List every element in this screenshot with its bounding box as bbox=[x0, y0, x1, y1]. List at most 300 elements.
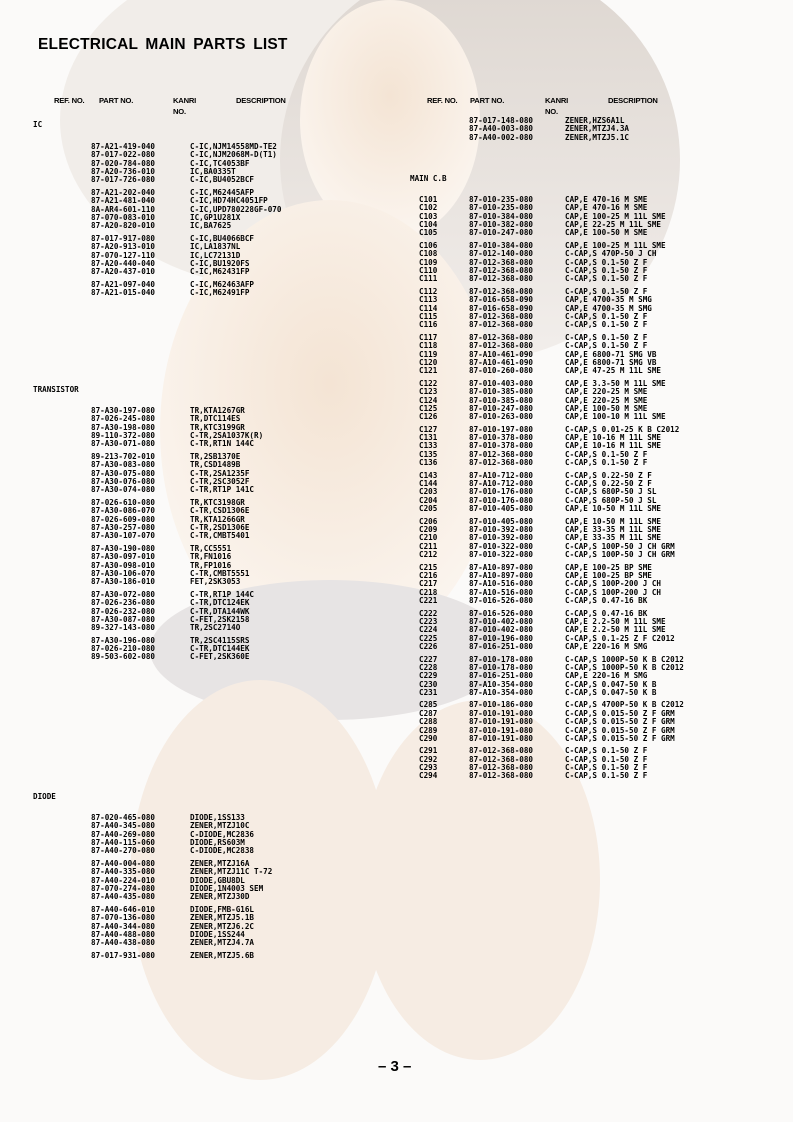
part-description: C-IC,NJM2068M-D(T1) bbox=[190, 150, 277, 160]
ref-number: C230 bbox=[419, 679, 438, 689]
part-description: CAP,E 10-50 M 11L SME bbox=[565, 504, 662, 514]
ref-number: C290 bbox=[419, 733, 438, 743]
part-number: 87-012-368-080 bbox=[469, 274, 534, 284]
main-row bbox=[0, 687, 793, 698]
part-number: 87-A30-107-070 bbox=[91, 531, 156, 541]
part-description: C-TR,RT1N 144C bbox=[190, 439, 255, 449]
part-description: C-TR,RT1P 141C bbox=[190, 485, 255, 495]
part-number: 87-010-392-080 bbox=[469, 525, 534, 534]
part-description: CAP,E 100-25 M 11L SME bbox=[565, 240, 666, 250]
part-number: 87-010-235-080 bbox=[469, 195, 534, 204]
diode-row bbox=[0, 845, 793, 856]
part-number: 87-A10-461-090 bbox=[469, 357, 534, 367]
part-number: 87-020-784-080 bbox=[91, 158, 156, 168]
ref-number: C218 bbox=[419, 587, 438, 597]
part-description: C-CAP,S 0.1-50 Z F bbox=[565, 746, 648, 756]
part-description: CAP,E 470-16 M SME bbox=[565, 195, 648, 204]
ref-number: C114 bbox=[419, 303, 438, 313]
part-description: C-CAP,S 0.22-50 Z F bbox=[565, 470, 652, 480]
section-ic: IC bbox=[33, 120, 43, 129]
ref-number: C231 bbox=[419, 687, 438, 697]
part-description: C-DIODE,MC2836 bbox=[190, 829, 255, 839]
part-description: C-CAP,S 0.1-50 Z F bbox=[565, 320, 648, 330]
part-description: TR,2SC4115SRS bbox=[190, 635, 250, 645]
ref-number: C127 bbox=[419, 424, 438, 434]
part-number: 87-A40-345-080 bbox=[91, 821, 156, 831]
part-description: ZENER,MTZJ4.7A bbox=[190, 938, 255, 948]
ref-number: C104 bbox=[419, 220, 438, 230]
part-description: C-FET,2SK2158 bbox=[190, 614, 250, 624]
part-number: 87-012-368-080 bbox=[469, 311, 534, 321]
ref-number: C131 bbox=[419, 433, 438, 443]
part-number: 87-012-368-080 bbox=[469, 763, 534, 773]
part-number: 87-026-245-080 bbox=[91, 414, 156, 424]
diode-row bbox=[0, 950, 793, 961]
ref-number: C205 bbox=[419, 504, 438, 514]
part-description: ZENER,MTZJ30D bbox=[190, 892, 250, 902]
ref-number: C215 bbox=[419, 562, 438, 572]
ref-number: C222 bbox=[419, 608, 438, 618]
part-number: 87-026-236-080 bbox=[91, 598, 156, 608]
ref-number: C210 bbox=[419, 533, 438, 543]
part-number: 87-A20-437-010 bbox=[91, 267, 156, 277]
part-number: 8A-AR4-601-110 bbox=[91, 204, 156, 214]
part-number: 87-010-186-080 bbox=[469, 700, 534, 710]
part-number: 87-A21-481-040 bbox=[91, 196, 156, 206]
main-row bbox=[0, 411, 793, 422]
part-number: 87-010-402-080 bbox=[469, 616, 534, 626]
part-number: 87-012-368-080 bbox=[469, 746, 534, 756]
ref-number: C287 bbox=[419, 708, 438, 718]
ref-number: C119 bbox=[419, 349, 438, 359]
part-number: 87-012-368-080 bbox=[469, 332, 534, 342]
part-description: C-TR,CSD1306E bbox=[190, 506, 250, 516]
ref-number: C288 bbox=[419, 717, 438, 727]
part-description: TR,FN1016 bbox=[190, 552, 232, 562]
part-number: 87-012-140-080 bbox=[469, 249, 534, 259]
ref-number: C294 bbox=[419, 771, 438, 781]
part-description: CAP,E 6800-71 SMG VB bbox=[565, 357, 657, 367]
part-description: C-TR,CMBT5401 bbox=[190, 531, 250, 541]
ref-number: C103 bbox=[419, 211, 438, 221]
part-number: 87-016-526-080 bbox=[469, 596, 534, 605]
part-description: ZENER,MTZJ10C bbox=[190, 821, 250, 831]
part-number: 87-012-368-080 bbox=[469, 771, 534, 781]
ref-number: C122 bbox=[419, 378, 438, 388]
part-number: 87-016-526-080 bbox=[469, 608, 534, 618]
main-row bbox=[0, 365, 793, 376]
part-number: 87-A10-897-080 bbox=[469, 562, 534, 572]
part-description: TR,FP1016 bbox=[190, 560, 232, 570]
part-number: 87-010-402-080 bbox=[469, 625, 534, 635]
part-description: IC,GP1U281X bbox=[190, 213, 241, 222]
ref-number: C209 bbox=[419, 525, 438, 534]
ref-number: C143 bbox=[419, 470, 438, 480]
ref-number: C133 bbox=[419, 441, 438, 451]
part-number: 87-017-726-080 bbox=[91, 175, 156, 185]
part-number: 87-010-405-080 bbox=[469, 504, 534, 514]
part-number: 87-010-382-080 bbox=[469, 220, 534, 230]
header-part-no: PART NO. bbox=[470, 96, 505, 105]
part-number: 87-026-610-080 bbox=[91, 497, 156, 507]
part-description: C-CAP,S 0.015-50 Z F GRM bbox=[565, 717, 675, 727]
part-description: C-TR,CMBT5551 bbox=[190, 568, 250, 578]
part-description: C-CAP,S 1000P-50 K B C2012 bbox=[565, 654, 684, 664]
part-number: 87-A21-097-040 bbox=[91, 279, 156, 289]
ref-number: C125 bbox=[419, 403, 438, 413]
part-number: 87-010-247-080 bbox=[469, 403, 534, 413]
part-number: 87-070-274-080 bbox=[91, 884, 156, 893]
main-row bbox=[0, 457, 793, 468]
part-number: 87-A40-335-080 bbox=[91, 867, 156, 877]
part-description: TR,KTA1267GR bbox=[190, 406, 245, 415]
part-number: 87-A10-354-080 bbox=[469, 687, 534, 697]
part-description: IC,LA1837NL bbox=[190, 242, 241, 252]
part-number: 87-070-136-080 bbox=[91, 913, 156, 923]
part-description: TR,CC5551 bbox=[190, 543, 232, 553]
part-description: TR,DTC114ES bbox=[190, 414, 241, 424]
part-number: 87-017-917-080 bbox=[91, 233, 156, 243]
part-description: TR,KTC3198GR bbox=[190, 497, 245, 507]
part-description: CAP,E 100-50 M SME bbox=[565, 228, 648, 238]
part-number: 87-010-385-080 bbox=[469, 395, 534, 405]
ref-number: C225 bbox=[419, 633, 438, 643]
ref-number: C112 bbox=[419, 286, 438, 296]
ref-number: C289 bbox=[419, 725, 438, 735]
part-description: C-TR,RT1P 144C bbox=[190, 589, 255, 599]
header-kanri: KANRI bbox=[545, 96, 569, 105]
part-number: 87-010-196-080 bbox=[469, 633, 534, 643]
part-number: 87-A30-075-080 bbox=[91, 468, 156, 478]
part-description: C-CAP,S 0.1-50 Z F bbox=[565, 763, 648, 773]
part-description: C-CAP,S 0.1-50 Z F bbox=[565, 266, 648, 275]
part-description: C-CAP,S 680P-50 J SL bbox=[565, 487, 657, 497]
part-number: 87-010-260-080 bbox=[469, 366, 534, 376]
part-number: 87-A21-419-040 bbox=[91, 142, 156, 151]
ref-number: C203 bbox=[419, 487, 438, 497]
part-number: 87-A10-712-080 bbox=[469, 470, 534, 480]
ref-number: C106 bbox=[419, 240, 438, 250]
part-description: C-TR,2SA1037K(R) bbox=[190, 431, 264, 441]
part-number: 87-A30-196-080 bbox=[91, 635, 156, 645]
header-part-no: PART NO. bbox=[99, 96, 134, 105]
part-description: CAP,E 3.3-50 M 11L SME bbox=[565, 378, 666, 388]
part-number: 87-A40-438-080 bbox=[91, 938, 156, 948]
part-description: C-IC,M62431FP bbox=[190, 267, 250, 277]
part-description: DIODE,GBU8DL bbox=[190, 875, 245, 885]
header-description: DESCRIPTION bbox=[236, 96, 286, 105]
header-description: DESCRIPTION bbox=[608, 96, 658, 105]
part-number: 89-213-702-010 bbox=[91, 451, 156, 461]
ref-number: C226 bbox=[419, 641, 438, 651]
part-number: 87-010-178-080 bbox=[469, 662, 534, 672]
part-number: 87-017-022-080 bbox=[91, 150, 156, 160]
part-number: 87-A30-071-080 bbox=[91, 439, 156, 449]
part-description: CAP,E 100-25 BP SME bbox=[565, 562, 652, 572]
part-description: C-CAP,S 0.1-25 Z F C2012 bbox=[565, 633, 675, 643]
part-description: C-CAP,S 0.047-50 K B bbox=[565, 679, 657, 689]
part-description: C-CAP,S 0.015-50 Z F GRM bbox=[565, 725, 675, 735]
part-number: 87-012-368-080 bbox=[469, 286, 534, 296]
part-description: C-CAP,S 0.015-50 Z F GRM bbox=[565, 708, 675, 718]
part-description: C-TR,2SA1235F bbox=[190, 468, 250, 478]
part-description: C-IC,BU4066BCF bbox=[190, 233, 255, 243]
part-number: 87-A20-913-010 bbox=[91, 242, 156, 252]
part-description: ZENER,MTZJ5.1C bbox=[565, 132, 630, 142]
part-number: 87-A10-516-080 bbox=[469, 579, 534, 589]
part-number: 89-503-602-080 bbox=[91, 652, 156, 662]
part-description: C-CAP,S 1000P-50 K B C2012 bbox=[565, 662, 684, 672]
part-description: ZENER,MTZJ11C T-72 bbox=[190, 867, 273, 877]
part-number: 87-012-368-080 bbox=[469, 341, 534, 351]
ref-number: C285 bbox=[419, 700, 438, 710]
part-description: CAP,E 22-25 M 11L SME bbox=[565, 220, 662, 230]
part-description: C-CAP,S 0.047-50 K B bbox=[565, 687, 657, 697]
ref-number: C123 bbox=[419, 387, 438, 397]
part-description: CAP,E 220-16 M SMG bbox=[565, 641, 648, 651]
part-number: 89-110-372-080 bbox=[91, 431, 156, 441]
part-description: C-TR,DTC144EK bbox=[190, 644, 250, 654]
part-number: 87-A30-197-080 bbox=[91, 406, 156, 415]
part-description: CAP,E 2.2-50 M 11L SME bbox=[565, 616, 666, 626]
part-description: C-CAP,S 0.47-16 BK bbox=[565, 608, 648, 618]
part-number: 87-A40-002-080 bbox=[469, 132, 534, 142]
part-number: 87-A40-224-010 bbox=[91, 875, 156, 885]
part-number: 87-010-384-080 bbox=[469, 240, 534, 250]
part-number: 87-016-251-080 bbox=[469, 671, 534, 681]
part-description: C-CAP,S 0.1-50 Z F bbox=[565, 458, 648, 468]
part-number: 87-A10-354-080 bbox=[469, 679, 534, 689]
ref-number: C228 bbox=[419, 662, 438, 672]
part-number: 87-A10-897-080 bbox=[469, 570, 534, 580]
part-number: 87-010-176-080 bbox=[469, 487, 534, 497]
header-ref-no: REF. NO. bbox=[54, 96, 85, 105]
ref-number: C120 bbox=[419, 357, 438, 367]
part-number: 87-A30-083-080 bbox=[91, 460, 156, 470]
part-description: C-TR,DTC124EK bbox=[190, 598, 250, 608]
ref-number: C144 bbox=[419, 479, 438, 489]
ref-number: C101 bbox=[419, 195, 438, 204]
ref-number: C109 bbox=[419, 257, 438, 267]
main-row bbox=[0, 770, 793, 781]
ref-number: C291 bbox=[419, 746, 438, 756]
header-kanri: KANRI bbox=[173, 96, 197, 105]
part-number: 87-010-191-080 bbox=[469, 717, 534, 727]
ref-number: C121 bbox=[419, 366, 438, 376]
part-number: 87-A30-072-080 bbox=[91, 589, 156, 599]
top-row bbox=[0, 132, 793, 143]
part-number: 87-A40-344-080 bbox=[91, 921, 156, 931]
part-number: 87-026-232-080 bbox=[91, 606, 156, 616]
part-number: 87-A30-087-080 bbox=[91, 614, 156, 624]
part-number: 87-A40-004-080 bbox=[91, 858, 156, 868]
part-description: C-CAP,S 0.1-50 Z F bbox=[565, 274, 648, 284]
part-number: 87-A30-198-080 bbox=[91, 422, 156, 432]
ref-number: C221 bbox=[419, 596, 438, 605]
part-number: 87-A40-115-060 bbox=[91, 838, 156, 848]
ref-number: C227 bbox=[419, 654, 438, 664]
part-description: CAP,E 33-35 M 11L SME bbox=[565, 533, 662, 543]
part-description: IC,BA0335T bbox=[190, 167, 236, 177]
part-description: C-CAP,S 680P-50 J SL bbox=[565, 495, 657, 505]
part-number: 87-A20-440-040 bbox=[91, 258, 156, 268]
part-number: 87-026-609-080 bbox=[91, 514, 156, 524]
part-number: 87-010-191-080 bbox=[469, 725, 534, 735]
part-description: CAP,E 100-50 M SME bbox=[565, 403, 648, 413]
ref-number: C135 bbox=[419, 449, 438, 459]
part-number: 87-A10-712-080 bbox=[469, 479, 534, 489]
part-number: 87-010-176-080 bbox=[469, 495, 534, 505]
part-number: 87-017-931-080 bbox=[91, 950, 156, 960]
ref-number: C206 bbox=[419, 516, 438, 526]
part-description: C-CAP,S 0.01-25 K B C2012 bbox=[565, 424, 680, 434]
part-description: ZENER,MTZJ16A bbox=[190, 858, 250, 868]
part-description: FET,2SK3053 bbox=[190, 577, 241, 587]
part-number: 87-010-191-080 bbox=[469, 708, 534, 718]
part-number: 87-A20-736-010 bbox=[91, 167, 156, 177]
part-description: C-CAP,S 0.015-50 Z F GRM bbox=[565, 733, 675, 743]
ref-number: C111 bbox=[419, 274, 438, 284]
ref-number: C118 bbox=[419, 341, 438, 351]
part-description: CAP,E 10-16 M 11L SME bbox=[565, 441, 662, 451]
part-number: 87-010-235-080 bbox=[469, 203, 534, 213]
part-description: TR,2SC2714O bbox=[190, 623, 241, 633]
part-number: 87-070-083-010 bbox=[91, 213, 156, 222]
part-number: 87-010-405-080 bbox=[469, 516, 534, 526]
part-number: 87-A21-202-040 bbox=[91, 187, 156, 197]
ref-number: C211 bbox=[419, 541, 438, 551]
section-transistor: TRANSISTOR bbox=[33, 385, 79, 394]
part-description: C-CAP,S 4700P-50 K B C2012 bbox=[565, 700, 684, 710]
part-description: CAP,E 100-25 M 11L SME bbox=[565, 211, 666, 221]
part-number: 87-A30-074-080 bbox=[91, 485, 156, 495]
part-number: 87-017-148-080 bbox=[469, 116, 534, 125]
part-description: C-TR,2SC3052F bbox=[190, 477, 250, 486]
ref-number: C102 bbox=[419, 203, 438, 213]
part-description: C-TR,2SD1306E bbox=[190, 522, 250, 532]
part-description: C-FET,2SK360E bbox=[190, 652, 250, 662]
part-number: 87-A40-646-010 bbox=[91, 904, 156, 914]
part-description: C-CAP,S 0.1-50 Z F bbox=[565, 449, 648, 459]
part-number: 87-A20-820-010 bbox=[91, 221, 156, 231]
part-number: 87-016-658-090 bbox=[469, 295, 534, 305]
part-number: 87-010-392-080 bbox=[469, 533, 534, 543]
main-row bbox=[0, 595, 793, 606]
part-description: ZENER,MTZJ5.6B bbox=[190, 950, 255, 960]
part-description: C-IC,UPD780228GF-070 bbox=[190, 204, 282, 214]
part-number: 87-A40-435-080 bbox=[91, 892, 156, 902]
part-number: 87-A30-086-070 bbox=[91, 506, 156, 516]
part-number: 87-016-658-090 bbox=[469, 303, 534, 313]
part-description: CAP,E 470-16 M SME bbox=[565, 203, 648, 213]
part-description: C-CAP,S 100P-200 J CH bbox=[565, 587, 662, 597]
ref-number: C216 bbox=[419, 570, 438, 580]
diode-row bbox=[0, 891, 793, 902]
part-description: ZENER,MTZJ6.2C bbox=[190, 921, 255, 931]
part-description: CAP,E 100-25 BP SME bbox=[565, 570, 652, 580]
part-description: C-IC,TC4053BF bbox=[190, 158, 250, 168]
ref-number: C126 bbox=[419, 412, 438, 422]
main-row bbox=[0, 641, 793, 652]
part-description: C-CAP,S 0.22-50 Z F bbox=[565, 479, 652, 489]
part-number: 87-012-368-080 bbox=[469, 266, 534, 275]
part-description: CAP,E 6800-71 SMG VB bbox=[565, 349, 657, 359]
ref-number: C116 bbox=[419, 320, 438, 330]
diode-row bbox=[0, 937, 793, 948]
part-number: 87-010-178-080 bbox=[469, 654, 534, 664]
main-row bbox=[0, 227, 793, 238]
part-number: 89-327-143-080 bbox=[91, 623, 156, 633]
part-number: 87-010-384-080 bbox=[469, 211, 534, 221]
ref-number: C117 bbox=[419, 332, 438, 342]
part-number: 87-012-368-080 bbox=[469, 754, 534, 764]
part-description: C-TR,DTA144WK bbox=[190, 606, 250, 616]
part-description: DIODE,1N4003 SEM bbox=[190, 884, 264, 893]
ref-number: C108 bbox=[419, 249, 438, 259]
part-description: CAP,E 10-50 M 11L SME bbox=[565, 516, 662, 526]
part-number: 87-A40-270-080 bbox=[91, 846, 156, 856]
part-description: CAP,E 220-25 M SME bbox=[565, 395, 648, 405]
header-kanri-no: NO. bbox=[173, 107, 186, 116]
ref-number: C204 bbox=[419, 495, 438, 505]
part-description: CAP,E 220-25 M SME bbox=[565, 387, 648, 397]
ref-number: C105 bbox=[419, 228, 438, 238]
part-description: ZENER,MTZJ5.1B bbox=[190, 913, 255, 923]
part-description: DIODE,1SS133 bbox=[190, 813, 245, 822]
main-row bbox=[0, 503, 793, 514]
part-description: C-CAP,S 0.1-50 Z F bbox=[565, 754, 648, 764]
ref-number: C110 bbox=[419, 266, 438, 275]
part-description: C-CAP,S 100P-200 J CH bbox=[565, 579, 662, 589]
part-description: DIODE,FMB-G16L bbox=[190, 904, 255, 914]
part-description: TR,2SB1370E bbox=[190, 451, 241, 461]
part-number: 87-012-368-080 bbox=[469, 458, 534, 468]
page-title: ELECTRICAL MAIN PARTS LIST bbox=[38, 36, 288, 53]
part-description: CAP,E 10-16 M 11L SME bbox=[565, 433, 662, 443]
part-description: ZENER,HZS6A1L bbox=[565, 116, 625, 125]
ref-number: C124 bbox=[419, 395, 438, 405]
part-number: 87-A30-186-010 bbox=[91, 577, 156, 587]
part-number: 87-010-403-080 bbox=[469, 378, 534, 388]
part-number: 87-A40-488-080 bbox=[91, 929, 156, 939]
part-number: 87-A30-190-080 bbox=[91, 543, 156, 553]
part-description: C-IC,M62445AFP bbox=[190, 187, 255, 197]
part-description: CAP,E 33-35 M 11L SME bbox=[565, 525, 662, 534]
part-description: ZENER,MTZJ4.3A bbox=[565, 124, 630, 134]
part-number: 87-A21-015-040 bbox=[91, 288, 156, 298]
part-description: TR,KTA1266GR bbox=[190, 514, 245, 524]
part-description: C-IC,BU1920FS bbox=[190, 258, 250, 268]
part-description: DIODE,1SS244 bbox=[190, 929, 245, 939]
part-number: 87-070-127-110 bbox=[91, 250, 156, 260]
part-number: 87-010-247-080 bbox=[469, 228, 534, 238]
part-number: 87-010-197-080 bbox=[469, 424, 534, 434]
part-number: 87-010-322-080 bbox=[469, 541, 534, 551]
part-description: C-CAP,S 100P-50 J CH GRM bbox=[565, 550, 675, 560]
part-number: 87-A30-076-080 bbox=[91, 477, 156, 486]
part-number: 87-012-368-080 bbox=[469, 257, 534, 267]
part-description: TR,KTC3199GR bbox=[190, 422, 245, 432]
ref-number: C115 bbox=[419, 311, 438, 321]
part-number: 87-010-378-080 bbox=[469, 441, 534, 451]
part-number: 87-026-210-080 bbox=[91, 644, 156, 654]
part-number: 87-010-322-080 bbox=[469, 550, 534, 560]
part-number: 87-A30-098-010 bbox=[91, 560, 156, 570]
ref-number: C212 bbox=[419, 550, 438, 560]
part-description: CAP,E 4700-35 M SMG bbox=[565, 303, 652, 313]
ref-number: C229 bbox=[419, 671, 438, 681]
part-description: C-CAP,S 0.1-50 Z F bbox=[565, 341, 648, 351]
